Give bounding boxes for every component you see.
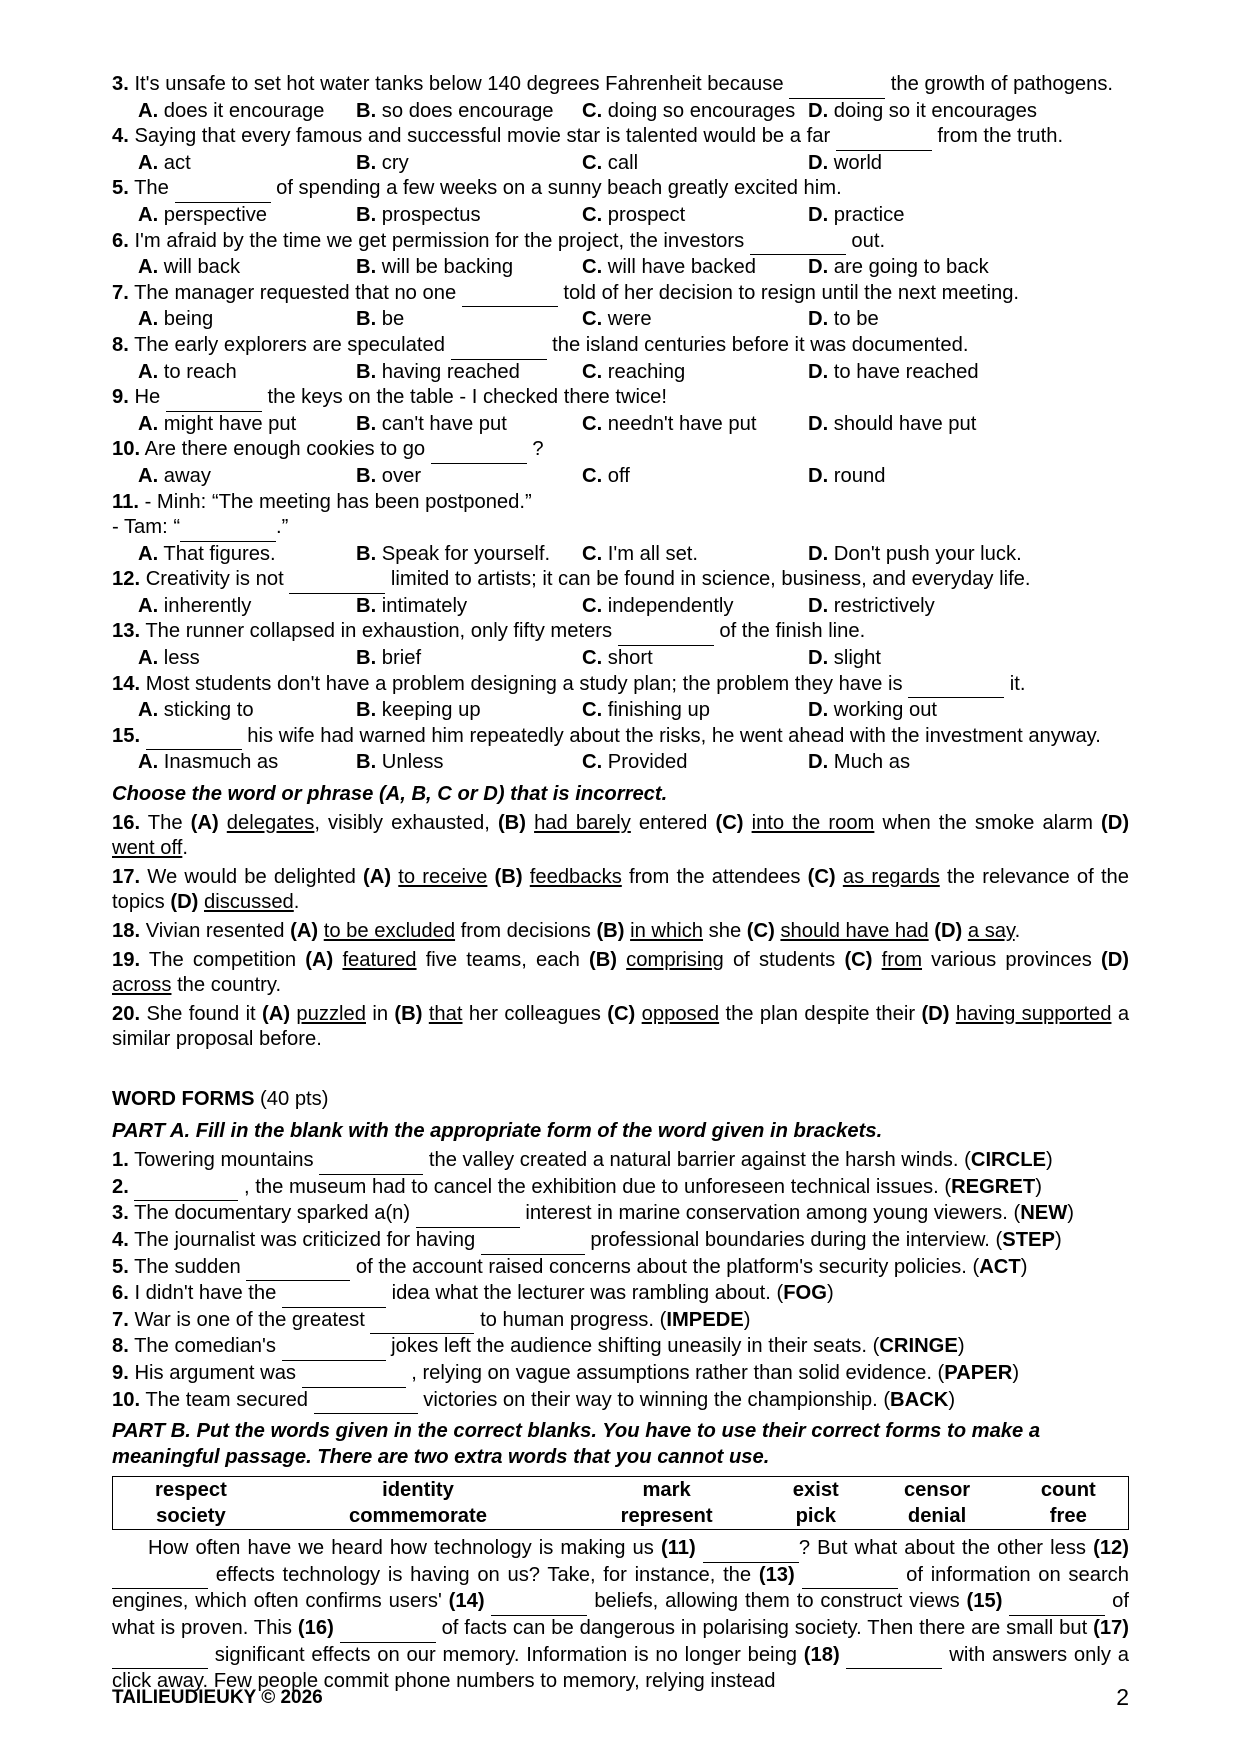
word-forms-heading bbox=[112, 1087, 1129, 1113]
answer-blank[interactable] bbox=[836, 124, 932, 151]
answer-blank[interactable] bbox=[789, 72, 885, 99]
option-marker: (B) bbox=[394, 1002, 423, 1025]
cue-word: NEW bbox=[1020, 1202, 1068, 1225]
option-letter: B. bbox=[356, 751, 377, 774]
underlined-segment[interactable]: comprising bbox=[626, 948, 724, 971]
option-letter: A. bbox=[138, 699, 159, 722]
question-stem: 4. Saying that every famous and successful movie star is talented would be a far from the truth. bbox=[112, 124, 1129, 151]
question-number: 4. bbox=[112, 125, 129, 148]
option-letter: A. bbox=[138, 151, 159, 174]
option-marker: (C) bbox=[607, 1002, 636, 1025]
word-form-item: 6. I didn't have the idea what the lecturer was rambling about. (FOG) bbox=[112, 1281, 1129, 1308]
question-number: 14. bbox=[112, 672, 141, 695]
option-row bbox=[112, 255, 1129, 281]
option-row bbox=[112, 99, 1129, 125]
word-bank-cell[interactable]: respect bbox=[155, 1479, 227, 1502]
option-letter: A. bbox=[138, 308, 159, 331]
option-letter: A. bbox=[138, 412, 159, 435]
underlined-segment[interactable]: a say bbox=[967, 920, 1015, 942]
option-c[interactable]: C. will have backed bbox=[582, 256, 756, 279]
part-b-passage: How often have we heard how technology is making us (11) ? But what about the other less (12) effects technology is having on us? Take, for instance, the (13) of information on search engines, which often confirms users' (14) beliefs, allowing them to construct views (15) of what is proven. This (16) of facts can be dangerous in polarising society. Then there are small but (17) significant effects on our memory. Information is no longer being (18) with answers only a click away. Few people commit phone numbers to memory, relying instead bbox=[112, 1537, 1130, 1693]
option-a[interactable]: A. perspective bbox=[138, 203, 268, 226]
question-stem: 8. The early explorers are speculated the island centuries before it was documented. bbox=[112, 333, 1129, 360]
option-letter: B. bbox=[356, 360, 377, 383]
option-marker: (D) bbox=[921, 1002, 950, 1025]
error-id-item: 16. The (A) delegates, visibly exhausted, (B) had barely entered (C) into the room when the smoke alarm (D) went off. bbox=[112, 811, 1130, 860]
underlined-segment[interactable]: had barely bbox=[534, 811, 631, 834]
item-number: 1. bbox=[112, 1149, 129, 1172]
part-a-title: PART A. Fill in the blank with the appropriate form of the word given in brackets. bbox=[112, 1119, 883, 1142]
option-letter: C. bbox=[582, 412, 603, 435]
option-row bbox=[112, 151, 1129, 177]
option-row bbox=[112, 750, 1129, 776]
question-stem: 14. Most students don't have a problem designing a study plan; the problem they have is it. bbox=[112, 672, 1129, 699]
word-bank-cell[interactable]: represent bbox=[620, 1505, 713, 1528]
answer-blank[interactable] bbox=[302, 1361, 406, 1388]
error-id-item: 17. We would be delighted (A) to receive (B) feedbacks from the attendees (C) as regards the relevance of the topics (D) discussed. bbox=[112, 865, 1130, 914]
error-id-item: 18. Vivian resented (A) to be excluded from decisions (B) in which she (C) should have had (D) a say. bbox=[112, 920, 1021, 942]
option-marker: (B) bbox=[596, 920, 625, 942]
answer-blank[interactable] bbox=[246, 1255, 350, 1282]
answer-blank[interactable] bbox=[846, 1643, 942, 1670]
blank-number: (18) bbox=[803, 1643, 840, 1666]
question-stem: 13. The runner collapsed in exhaustion, only fifty meters of the finish line. bbox=[112, 619, 1129, 646]
option-a[interactable]: A. That figures. bbox=[138, 542, 276, 565]
error-identification-section bbox=[112, 782, 1129, 1053]
option-b[interactable]: B. can't have put bbox=[356, 412, 507, 435]
option-d[interactable]: D. to be bbox=[808, 308, 879, 331]
underlined-segment[interactable]: delegates bbox=[226, 811, 315, 834]
error-id-item: 19. The competition (A) featured five teams, each (B) comprising of students (C) from various provinces (D) across the country. bbox=[112, 948, 1130, 997]
item-number: 6. bbox=[112, 1282, 129, 1305]
option-row bbox=[112, 307, 1129, 333]
option-marker: (A) bbox=[190, 811, 219, 834]
question-stem: 6. I'm afraid by the time we get permission for the project, the investors out. bbox=[112, 229, 1129, 256]
underlined-segment[interactable]: that bbox=[428, 1002, 463, 1025]
word-bank-cell[interactable]: free bbox=[1049, 1505, 1087, 1528]
underlined-segment[interactable]: featured bbox=[342, 948, 417, 971]
option-letter: B. bbox=[356, 647, 377, 670]
item-number: 10. bbox=[112, 1388, 141, 1411]
question-stem: 3. It's unsafe to set hot water tanks below 140 degrees Fahrenheit because the growth of pathogens. bbox=[112, 72, 1129, 99]
cue-word: REGRET bbox=[951, 1175, 1036, 1198]
page-number: 2 bbox=[1116, 1684, 1129, 1711]
option-d[interactable]: D. Much as bbox=[808, 751, 911, 774]
option-letter: A. bbox=[138, 751, 159, 774]
underlined-segment[interactable]: discussed bbox=[204, 891, 294, 914]
option-b[interactable]: B. intimately bbox=[356, 594, 468, 617]
option-c[interactable]: C. short bbox=[582, 647, 653, 670]
option-c[interactable]: C. off bbox=[582, 464, 630, 487]
cue-word: CRINGE bbox=[879, 1335, 958, 1358]
option-letter: D. bbox=[808, 256, 829, 279]
option-letter: C. bbox=[582, 751, 603, 774]
underlined-segment[interactable]: feedbacks bbox=[529, 865, 622, 888]
question-stem: 10. Are there enough cookies to go ? bbox=[112, 437, 1129, 464]
answer-blank[interactable] bbox=[319, 1148, 423, 1175]
word-bank-cell[interactable]: commemorate bbox=[348, 1505, 487, 1528]
blank-number: (15) bbox=[966, 1590, 1003, 1613]
section-spacer bbox=[112, 1053, 1129, 1087]
item-number: 18. bbox=[112, 920, 141, 942]
question-number: 5. bbox=[112, 177, 129, 200]
answer-blank[interactable] bbox=[340, 1616, 436, 1643]
question-number: 15. bbox=[112, 724, 141, 747]
option-b[interactable]: B. will be backing bbox=[356, 256, 514, 279]
option-a[interactable]: A. being bbox=[138, 308, 214, 331]
question-number: 12. bbox=[112, 568, 141, 591]
item-number: 7. bbox=[112, 1308, 129, 1331]
footer-copyright: TAILIEUDIEUKY © 2026 bbox=[112, 1687, 323, 1709]
item-number: 20. bbox=[112, 1002, 141, 1025]
option-b[interactable]: B. cry bbox=[356, 151, 409, 174]
answer-blank[interactable] bbox=[282, 1334, 386, 1361]
option-letter: A. bbox=[138, 256, 159, 279]
question-number: 6. bbox=[112, 229, 129, 252]
option-letter: D. bbox=[808, 99, 829, 122]
answer-blank[interactable] bbox=[462, 281, 558, 308]
answer-blank[interactable] bbox=[431, 437, 527, 464]
question-number: 10. bbox=[112, 438, 141, 461]
word-form-item: 4. The journalist was criticized for having professional boundaries during the interview. (STEP) bbox=[112, 1228, 1129, 1255]
word-bank-cell[interactable]: exist bbox=[792, 1479, 839, 1502]
option-b[interactable]: B. Speak for yourself. bbox=[356, 542, 551, 565]
option-letter: A. bbox=[138, 203, 159, 226]
question-number: 3. bbox=[112, 73, 129, 95]
answer-blank[interactable] bbox=[166, 385, 262, 412]
option-letter: D. bbox=[808, 412, 829, 435]
option-letter: B. bbox=[356, 412, 377, 435]
option-marker: (D) bbox=[170, 891, 199, 914]
cue-word: FOG bbox=[783, 1282, 827, 1305]
option-letter: D. bbox=[808, 542, 829, 565]
cue-word: ACT bbox=[979, 1255, 1021, 1278]
blank-number: (11) bbox=[660, 1537, 696, 1560]
question-number: 13. bbox=[112, 620, 141, 643]
option-letter: D. bbox=[808, 151, 829, 174]
answer-blank[interactable] bbox=[451, 333, 547, 360]
question-number: 7. bbox=[112, 281, 129, 304]
option-b[interactable]: B. prospectus bbox=[356, 203, 481, 226]
option-letter: C. bbox=[582, 308, 603, 331]
blank-number: (13) bbox=[758, 1563, 795, 1586]
word-bank-cell[interactable]: pick bbox=[795, 1505, 836, 1528]
cue-word: PAPER bbox=[944, 1361, 1013, 1384]
option-a[interactable]: A. does it encourage bbox=[138, 99, 325, 122]
word-form-item: 5. The sudden of the account raised concerns about the platform's security policies. (ACT) bbox=[112, 1255, 1129, 1282]
underlined-segment[interactable]: in which bbox=[630, 920, 704, 942]
option-letter: D. bbox=[808, 647, 829, 670]
word-form-item: 7. War is one of the greatest to human progress. (IMPEDE) bbox=[112, 1308, 1129, 1335]
error-id-instruction: Choose the word or phrase (A, B, C or D) that is incorrect. bbox=[112, 783, 668, 806]
answer-blank[interactable] bbox=[282, 1281, 386, 1308]
item-number: 4. bbox=[112, 1228, 129, 1251]
question-stem-line2: - Tam: “ .” bbox=[112, 515, 1129, 542]
option-d[interactable]: D. working out bbox=[808, 699, 938, 722]
option-d[interactable]: D. restrictively bbox=[808, 594, 935, 617]
option-a[interactable]: A. will back bbox=[138, 256, 241, 279]
cue-word: CIRCLE bbox=[970, 1149, 1047, 1172]
option-b[interactable]: B. over bbox=[356, 464, 422, 487]
answer-blank[interactable] bbox=[1009, 1589, 1105, 1616]
answer-blank[interactable] bbox=[180, 515, 276, 542]
part-b-title: PART B. Put the words given in the correct blanks. You have to use their correct forms to make a meaningful passage. There are two extra words that you cannot use. bbox=[112, 1420, 1041, 1468]
option-letter: B. bbox=[356, 699, 377, 722]
underlined-segment[interactable]: puzzled bbox=[296, 1002, 366, 1025]
option-a[interactable]: A. act bbox=[138, 151, 191, 174]
option-row bbox=[112, 464, 1129, 490]
option-c[interactable]: C. I'm all set. bbox=[582, 542, 699, 565]
answer-blank[interactable] bbox=[112, 1643, 208, 1670]
option-letter: C. bbox=[582, 256, 603, 279]
option-letter: C. bbox=[582, 542, 603, 565]
option-letter: D. bbox=[808, 464, 829, 487]
cue-word: STEP bbox=[1002, 1228, 1055, 1251]
answer-blank[interactable] bbox=[289, 567, 385, 594]
word-bank-cell[interactable]: society bbox=[156, 1505, 226, 1528]
item-number: 5. bbox=[112, 1255, 129, 1278]
question-number: 8. bbox=[112, 333, 129, 356]
item-number: 17. bbox=[112, 865, 141, 888]
option-a[interactable]: A. might have put bbox=[138, 412, 297, 435]
underlined-segment[interactable]: having supported bbox=[955, 1002, 1112, 1025]
word-form-item: 10. The team secured victories on their way to winning the championship. (BACK) bbox=[112, 1388, 1129, 1415]
option-letter: B. bbox=[356, 308, 377, 331]
option-c[interactable]: C. needn't have put bbox=[582, 412, 757, 435]
option-marker: (D) bbox=[934, 920, 963, 942]
option-marker: (B) bbox=[497, 811, 526, 834]
option-letter: A. bbox=[138, 647, 159, 670]
underlined-segment[interactable]: from bbox=[881, 948, 923, 971]
option-letter: D. bbox=[808, 751, 829, 774]
option-b[interactable]: B. Unless bbox=[356, 751, 444, 774]
word-form-item: 1. Towering mountains the valley created a natural barrier against the harsh winds. (CIRCLE) bbox=[112, 1148, 1129, 1175]
answer-blank[interactable] bbox=[703, 1536, 799, 1563]
option-letter: C. bbox=[582, 360, 603, 383]
underlined-segment[interactable]: went off bbox=[112, 837, 183, 860]
option-b[interactable]: B. keeping up bbox=[356, 699, 481, 722]
error-id-item: 20. She found it (A) puzzled in (B) that her colleagues (C) opposed the plan despite their (D) having supported a similar proposal before. bbox=[112, 1002, 1130, 1051]
item-number: 8. bbox=[112, 1335, 129, 1358]
option-letter: A. bbox=[138, 542, 159, 565]
option-letter: B. bbox=[356, 203, 377, 226]
word-forms-points: (40 pts) bbox=[260, 1087, 329, 1110]
option-d[interactable]: D. round bbox=[808, 464, 886, 487]
word-forms-title: WORD FORMS bbox=[112, 1087, 255, 1110]
option-d[interactable]: D. Don't push your luck. bbox=[808, 542, 1022, 565]
option-d[interactable]: D. to have reached bbox=[808, 360, 979, 383]
option-d[interactable]: D. practice bbox=[808, 203, 905, 226]
item-number: 16. bbox=[112, 811, 141, 834]
cue-word: IMPEDE bbox=[666, 1308, 744, 1331]
option-marker: (C) bbox=[844, 948, 873, 971]
answer-blank[interactable] bbox=[802, 1563, 898, 1590]
option-d[interactable]: D. should have put bbox=[808, 412, 977, 435]
answer-blank[interactable] bbox=[175, 176, 271, 203]
question-stem: 11. - Minh: “The meeting has been postponed.” bbox=[112, 490, 532, 513]
underlined-segment[interactable]: to receive bbox=[398, 865, 488, 888]
question-stem: 9. He the keys on the table - I checked there twice! bbox=[112, 385, 1129, 412]
option-c[interactable]: C. call bbox=[582, 151, 639, 174]
option-letter: C. bbox=[582, 99, 603, 122]
option-c[interactable]: C. doing so encourages bbox=[582, 99, 796, 122]
option-letter: B. bbox=[356, 542, 377, 565]
option-marker: (D) bbox=[1100, 948, 1130, 971]
option-a[interactable]: A. Inasmuch as bbox=[138, 751, 279, 774]
option-c[interactable]: C. prospect bbox=[582, 203, 686, 226]
word-bank-table bbox=[112, 1476, 1129, 1530]
item-number: 9. bbox=[112, 1361, 129, 1384]
option-row bbox=[112, 542, 1129, 568]
word-form-item: 3. The documentary sparked a(n) interest in marine conservation among young viewers. (NEW) bbox=[112, 1201, 1129, 1228]
option-letter: C. bbox=[582, 203, 603, 226]
option-row bbox=[112, 412, 1129, 438]
option-marker: (C) bbox=[807, 865, 836, 888]
option-marker: (A) bbox=[363, 865, 392, 888]
option-d[interactable]: D. slight bbox=[808, 647, 881, 670]
option-marker: (B) bbox=[588, 948, 617, 971]
item-number: 3. bbox=[112, 1202, 129, 1225]
option-row bbox=[112, 360, 1129, 386]
word-bank-cell[interactable]: identity bbox=[382, 1479, 454, 1502]
word-bank-cell[interactable]: censor bbox=[903, 1479, 971, 1502]
option-letter: A. bbox=[138, 99, 159, 122]
answer-blank[interactable] bbox=[491, 1589, 587, 1616]
option-letter: C. bbox=[582, 151, 603, 174]
option-c[interactable]: C. Provided bbox=[582, 751, 688, 774]
answer-blank[interactable] bbox=[370, 1308, 474, 1335]
item-number: 2. bbox=[112, 1175, 129, 1198]
underlined-segment[interactable]: to be excluded bbox=[323, 920, 456, 942]
option-b[interactable]: B. having reached bbox=[356, 360, 520, 383]
answer-blank[interactable] bbox=[750, 229, 846, 256]
option-letter: D. bbox=[808, 360, 829, 383]
option-a[interactable]: A. inherently bbox=[138, 594, 252, 617]
word-bank-cell[interactable]: denial bbox=[907, 1505, 967, 1528]
option-row bbox=[112, 698, 1129, 724]
page-footer bbox=[112, 1685, 1129, 1711]
option-marker: (C) bbox=[715, 811, 744, 834]
option-letter: C. bbox=[582, 647, 603, 670]
option-letter: D. bbox=[808, 594, 829, 617]
option-d[interactable]: D. doing so it encourages bbox=[808, 99, 1037, 122]
multiple-choice-section bbox=[112, 72, 1129, 776]
part-a-items bbox=[112, 1148, 1129, 1414]
question-stem: 15. his wife had warned him repeatedly about the risks, he went ahead with the investment anyway. bbox=[112, 724, 1129, 751]
option-a[interactable]: A. sticking to bbox=[138, 699, 254, 722]
option-letter: B. bbox=[356, 464, 377, 487]
option-marker: (A) bbox=[262, 1002, 291, 1025]
question-number: 9. bbox=[112, 386, 129, 409]
option-c[interactable]: C. reaching bbox=[582, 360, 686, 383]
option-letter: D. bbox=[808, 699, 829, 722]
blank-number: (14) bbox=[448, 1590, 485, 1613]
word-bank-cell[interactable]: count bbox=[1040, 1479, 1096, 1502]
option-marker: (D) bbox=[1101, 811, 1130, 834]
option-c[interactable]: C. independently bbox=[582, 594, 734, 617]
word-form-item: 9. His argument was , relying on vague assumptions rather than solid evidence. (PAPER) bbox=[112, 1361, 1129, 1388]
answer-blank[interactable] bbox=[314, 1388, 418, 1415]
option-b[interactable]: B. brief bbox=[356, 647, 422, 670]
option-a[interactable]: A. away bbox=[138, 464, 211, 487]
option-letter: A. bbox=[138, 464, 159, 487]
option-c[interactable]: C. finishing up bbox=[582, 699, 710, 722]
option-row bbox=[112, 594, 1129, 620]
option-marker: (A) bbox=[290, 920, 319, 942]
option-row bbox=[112, 646, 1129, 672]
option-letter: C. bbox=[582, 699, 603, 722]
word-bank-cell[interactable]: mark bbox=[642, 1479, 691, 1502]
answer-blank[interactable] bbox=[112, 1563, 208, 1590]
option-d[interactable]: D. are going to back bbox=[808, 256, 989, 279]
option-letter: C. bbox=[582, 594, 603, 617]
option-letter: A. bbox=[138, 360, 159, 383]
option-letter: B. bbox=[356, 151, 377, 174]
option-d[interactable]: D. world bbox=[808, 151, 883, 174]
option-letter: D. bbox=[808, 308, 829, 331]
option-letter: C. bbox=[582, 464, 603, 487]
option-letter: B. bbox=[356, 99, 377, 122]
underlined-segment[interactable]: across bbox=[112, 974, 172, 997]
option-c[interactable]: C. were bbox=[582, 308, 652, 331]
word-form-item: 2. , the museum had to cancel the exhibition due to unforeseen technical issues. (REGRET) bbox=[112, 1175, 1129, 1202]
word-form-item: 8. The comedian's jokes left the audience shifting uneasily in their seats. (CRINGE) bbox=[112, 1334, 1129, 1361]
word-bank-row bbox=[113, 1477, 1129, 1504]
item-number: 19. bbox=[112, 948, 141, 971]
option-letter: B. bbox=[356, 594, 377, 617]
cue-word: BACK bbox=[890, 1388, 949, 1411]
underlined-segment[interactable]: opposed bbox=[641, 1002, 720, 1025]
blank-number: (17) bbox=[1093, 1617, 1129, 1640]
answer-blank[interactable] bbox=[416, 1201, 520, 1228]
question-stem: 7. The manager requested that no one told of her decision to resign until the next meeting. bbox=[112, 281, 1129, 308]
blank-number: (12) bbox=[1093, 1537, 1129, 1560]
question-number: 11. bbox=[112, 490, 139, 513]
answer-blank[interactable] bbox=[908, 672, 1004, 699]
option-letter: D. bbox=[808, 203, 829, 226]
answer-blank[interactable] bbox=[146, 724, 242, 751]
question-stem: 5. The of spending a few weeks on a sunny beach greatly excited him. bbox=[112, 176, 1129, 203]
blank-number: (16) bbox=[297, 1617, 334, 1640]
option-marker: (A) bbox=[305, 948, 334, 971]
option-a[interactable]: A. to reach bbox=[138, 360, 237, 383]
answer-blank[interactable] bbox=[134, 1175, 238, 1202]
underlined-segment[interactable]: should have had bbox=[780, 920, 929, 942]
option-marker: (B) bbox=[494, 865, 523, 888]
word-bank-row bbox=[113, 1503, 1129, 1530]
option-a[interactable]: A. less bbox=[138, 647, 200, 670]
option-row bbox=[112, 203, 1129, 229]
option-b[interactable]: B. so does encourage bbox=[356, 99, 554, 122]
answer-blank[interactable] bbox=[481, 1228, 585, 1255]
underlined-segment[interactable]: as regards bbox=[842, 865, 940, 888]
option-marker: (C) bbox=[746, 920, 775, 942]
option-letter: B. bbox=[356, 256, 377, 279]
option-b[interactable]: B. be bbox=[356, 308, 405, 331]
underlined-segment[interactable]: into the room bbox=[751, 811, 875, 834]
question-stem: 12. Creativity is not limited to artists; it can be found in science, business, and everyday life. bbox=[112, 567, 1129, 594]
option-letter: A. bbox=[138, 594, 159, 617]
answer-blank[interactable] bbox=[618, 619, 714, 646]
